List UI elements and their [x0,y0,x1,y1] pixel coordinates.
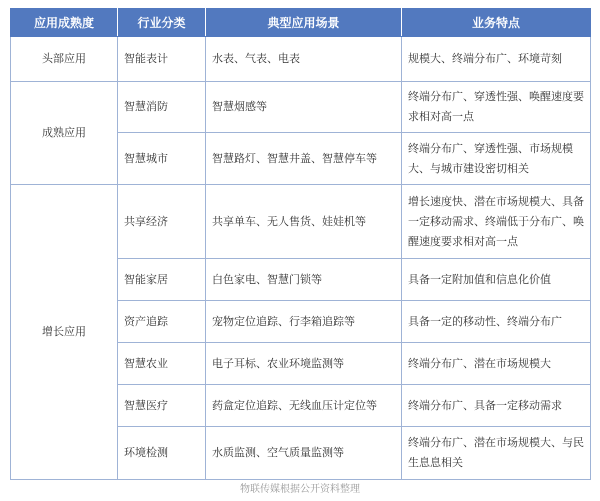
maturity-cell: 头部应用 [11,37,118,82]
industry-cell: 智慧农业 [118,343,206,385]
scene-cell: 电子耳标、农业环境监测等 [206,343,402,385]
feature-cell: 终端分布广、潜在市场规模大 [402,343,591,385]
industry-cell: 智能家居 [118,259,206,301]
industry-cell: 智慧医疗 [118,385,206,427]
scene-cell: 宠物定位追踪、行李箱追踪等 [206,301,402,343]
header-industry: 行业分类 [118,9,206,37]
industry-cell: 环境检测 [118,427,206,480]
source-caption: 物联传媒根据公开资料整理 [240,484,360,495]
header-feature: 业务特点 [402,9,591,37]
feature-cell: 具备一定附加值和信息化价值 [402,259,591,301]
feature-cell: 具备一定的移动性、终端分布广 [402,301,591,343]
table-row [11,37,591,82]
iot-application-table [10,8,591,480]
industry-cell: 共享经济 [118,185,206,259]
feature-cell: 终端分布广、潜在市场规模大、与民生息息相关 [402,427,591,480]
table-row [11,82,591,133]
scene-cell: 水质监测、空气质量监测等 [206,427,402,480]
industry-cell: 智能表计 [118,37,206,82]
scene-cell: 智慧烟感等 [206,82,402,133]
feature-cell: 终端分布广、穿透性强、唤醒速度要求相对高一点 [402,82,591,133]
scene-cell: 白色家电、智慧门锁等 [206,259,402,301]
table-header-row [11,9,591,37]
maturity-cell: 增长应用 [11,185,118,480]
table-row [11,185,591,259]
scene-cell: 药盒定位追踪、无线血压计定位等 [206,385,402,427]
scene-cell: 水表、气表、电表 [206,37,402,82]
maturity-cell: 成熟应用 [11,82,118,185]
industry-cell: 资产追踪 [118,301,206,343]
industry-cell: 智慧消防 [118,82,206,133]
feature-cell: 规模大、终端分布广、环境苛刻 [402,37,591,82]
header-scene: 典型应用场景 [206,9,402,37]
feature-cell: 增长速度快、潜在市场规模大、具备一定移动需求、终端低于分布广、唤醒速度要求相对高一点 [402,185,591,259]
industry-cell: 智慧城市 [118,133,206,185]
scene-cell: 智慧路灯、智慧井盖、智慧停车等 [206,133,402,185]
feature-cell: 终端分布广、具备一定移动需求 [402,385,591,427]
feature-cell: 终端分布广、穿透性强、市场规模大、与城市建设密切相关 [402,133,591,185]
header-maturity: 应用成熟度 [11,9,118,37]
scene-cell: 共享单车、无人售货、娃娃机等 [206,185,402,259]
